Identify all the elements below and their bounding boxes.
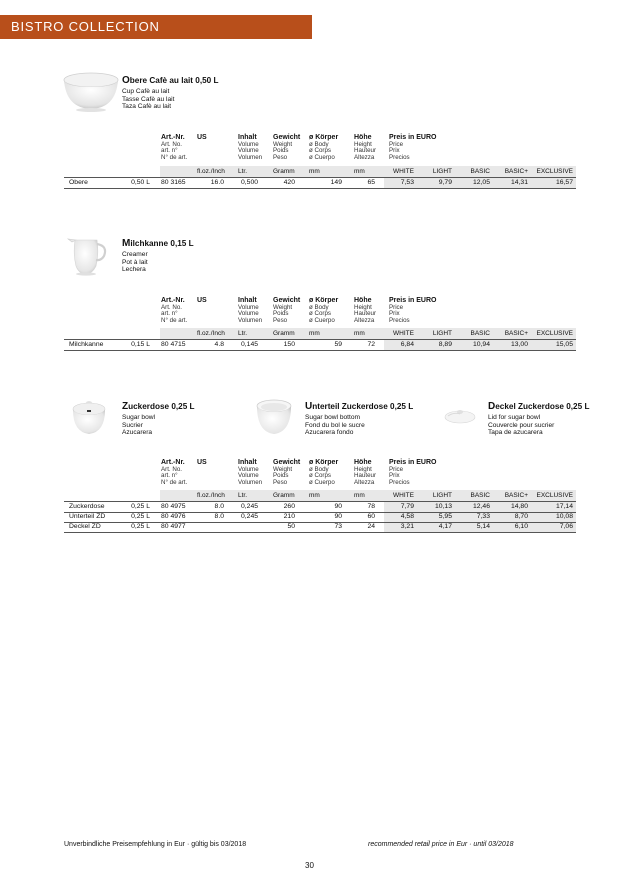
lid-image [440,402,480,430]
unit-white: WHITE [393,168,414,175]
header-preis: Preis in EURO Price Prix Precios [389,459,437,486]
units-row [160,166,576,177]
units-row [160,328,576,339]
unit-mm-height: mm [354,330,365,337]
table-row: Milchkanne 0,15 L 80 4715 4.8 0,145 150 59 72 6,84 8,89 10,94 13,00 15,05 [69,341,573,348]
unit-exclusive: EXCLUSIVE [536,330,573,337]
header-koerper: ø Körper ø Body ø Corps ø Cuerpo [309,297,339,324]
units-row [160,490,576,501]
product-description: Sugar bowl bottom Fond du bol le sucre Azucarera fondo [305,414,365,437]
unit-basicplus: BASIC+ [504,168,528,175]
unit-exclusive: EXCLUSIVE [536,492,573,499]
header-us: US [197,297,207,304]
header-artnr: Art.-Nr. Art. No. art. n° N° de art. [161,459,188,486]
header-gewicht: Gewicht Weight Poids Peso [273,297,301,324]
unit-mm-height: mm [354,492,365,499]
row-separator [64,532,576,533]
header-us: US [197,459,207,466]
row-separator [64,350,576,351]
header-hoehe: Höhe Height Hauteur Altezza [354,297,377,324]
header-gewicht: Gewicht Weight Poids Peso [273,134,301,161]
header-gewicht: Gewicht Weight Poids Peso [273,459,301,486]
unit-floz: fl.oz./Inch [197,330,225,337]
product-title: Unterteil Zuckerdose 0,25 L [305,401,414,412]
unit-white: WHITE [393,330,414,337]
unit-white: WHITE [393,492,414,499]
unit-basicplus: BASIC+ [504,330,528,337]
unit-mm-height: mm [354,168,365,175]
product-title: Zuckerdose 0,25 L [122,401,195,412]
product-title: Deckel Zuckerdose 0,25 L [488,401,590,412]
row-separator [64,188,576,189]
table-header [0,134,621,164]
header-preis: Preis in EURO Price Prix Precios [389,134,437,161]
table-header [0,459,621,489]
unit-gramm: Gramm [273,168,295,175]
table-header [0,297,621,327]
header-inhalt: Inhalt Volume Volume Volumen [238,459,263,486]
unit-basic: BASIC [470,330,490,337]
unit-basic: BASIC [470,492,490,499]
unit-ltr: Ltr. [238,168,248,175]
unit-gramm: Gramm [273,492,295,499]
unit-mm-body: mm [309,330,320,337]
collection-banner [0,15,312,39]
table-row: Zuckerdose 0,25 L 80 4975 8.0 0,245 260 90 78 7,79 10,13 12,46 14,80 17,14 [69,503,573,510]
product-description: Lid for sugar bowl Couvercle pour sucrier Tapa de azucarera [488,414,555,437]
product-title: Obere Cafè au lait 0,50 L [122,75,219,86]
header-inhalt: Inhalt Volume Volume Volumen [238,297,263,324]
unit-light: LIGHT [432,330,452,337]
header-hoehe: Höhe Height Hauteur Altezza [354,134,377,161]
table-row: Obere 0,50 L 80 3165 16.0 0,500 420 149 65 7,53 9,79 12,05 14,31 16,57 [69,179,573,186]
sugar-bowl-bottom-image [252,396,296,438]
unit-floz: fl.oz./Inch [197,168,225,175]
unit-exclusive: EXCLUSIVE [536,168,573,175]
page-number: 30 [305,861,314,870]
unit-light: LIGHT [432,168,452,175]
unit-mm-body: mm [309,168,320,175]
product-title: Milchkanne 0,15 L [122,238,194,249]
unit-light: LIGHT [432,492,452,499]
unit-ltr: Ltr. [238,330,248,337]
unit-mm-body: mm [309,492,320,499]
unit-gramm: Gramm [273,330,295,337]
cup-image [62,70,120,112]
unit-ltr: Ltr. [238,492,248,499]
product-description: Cup Cafè au lait Tasse Cafè au lait Taza Cafè au lait [122,88,175,111]
unit-basic: BASIC [470,168,490,175]
header-artnr: Art.-Nr. Art. No. art. n° N° de art. [161,134,188,161]
table-row: Deckel ZD 0,25 L 80 4977 50 73 24 3,21 4,17 5,14 6,10 7,06 [69,523,573,530]
header-artnr: Art.-Nr. Art. No. art. n° N° de art. [161,297,188,324]
header-us: US [197,134,207,141]
header-koerper: ø Körper ø Body ø Corps ø Cuerpo [309,459,339,486]
table-row: Unterteil ZD 0,25 L 80 4976 8.0 0,245 210 90 60 4,58 5,95 7,33 8,70 10,08 [69,513,573,520]
sugar-bowl-image [68,396,110,438]
footer-note-german: Unverbindliche Preisempfehlung in Eur · gültig bis 03/2018 [64,841,247,848]
header-hoehe: Höhe Height Hauteur Altezza [354,459,377,486]
product-description: Sugar bowl Sucrier Azucarera [122,414,155,437]
collection-title: BISTRO COLLECTION [11,19,160,34]
product-description: Creamer Pot à lait Lechera [122,251,148,274]
unit-floz: fl.oz./Inch [197,492,225,499]
creamer-image [66,234,112,276]
header-inhalt: Inhalt Volume Volume Volumen [238,134,263,161]
footer-note-english: recommended retail price in Eur · until 03/2018 [368,841,514,848]
unit-basicplus: BASIC+ [504,492,528,499]
header-koerper: ø Körper ø Body ø Corps ø Cuerpo [309,134,339,161]
header-preis: Preis in EURO Price Prix Precios [389,297,437,324]
